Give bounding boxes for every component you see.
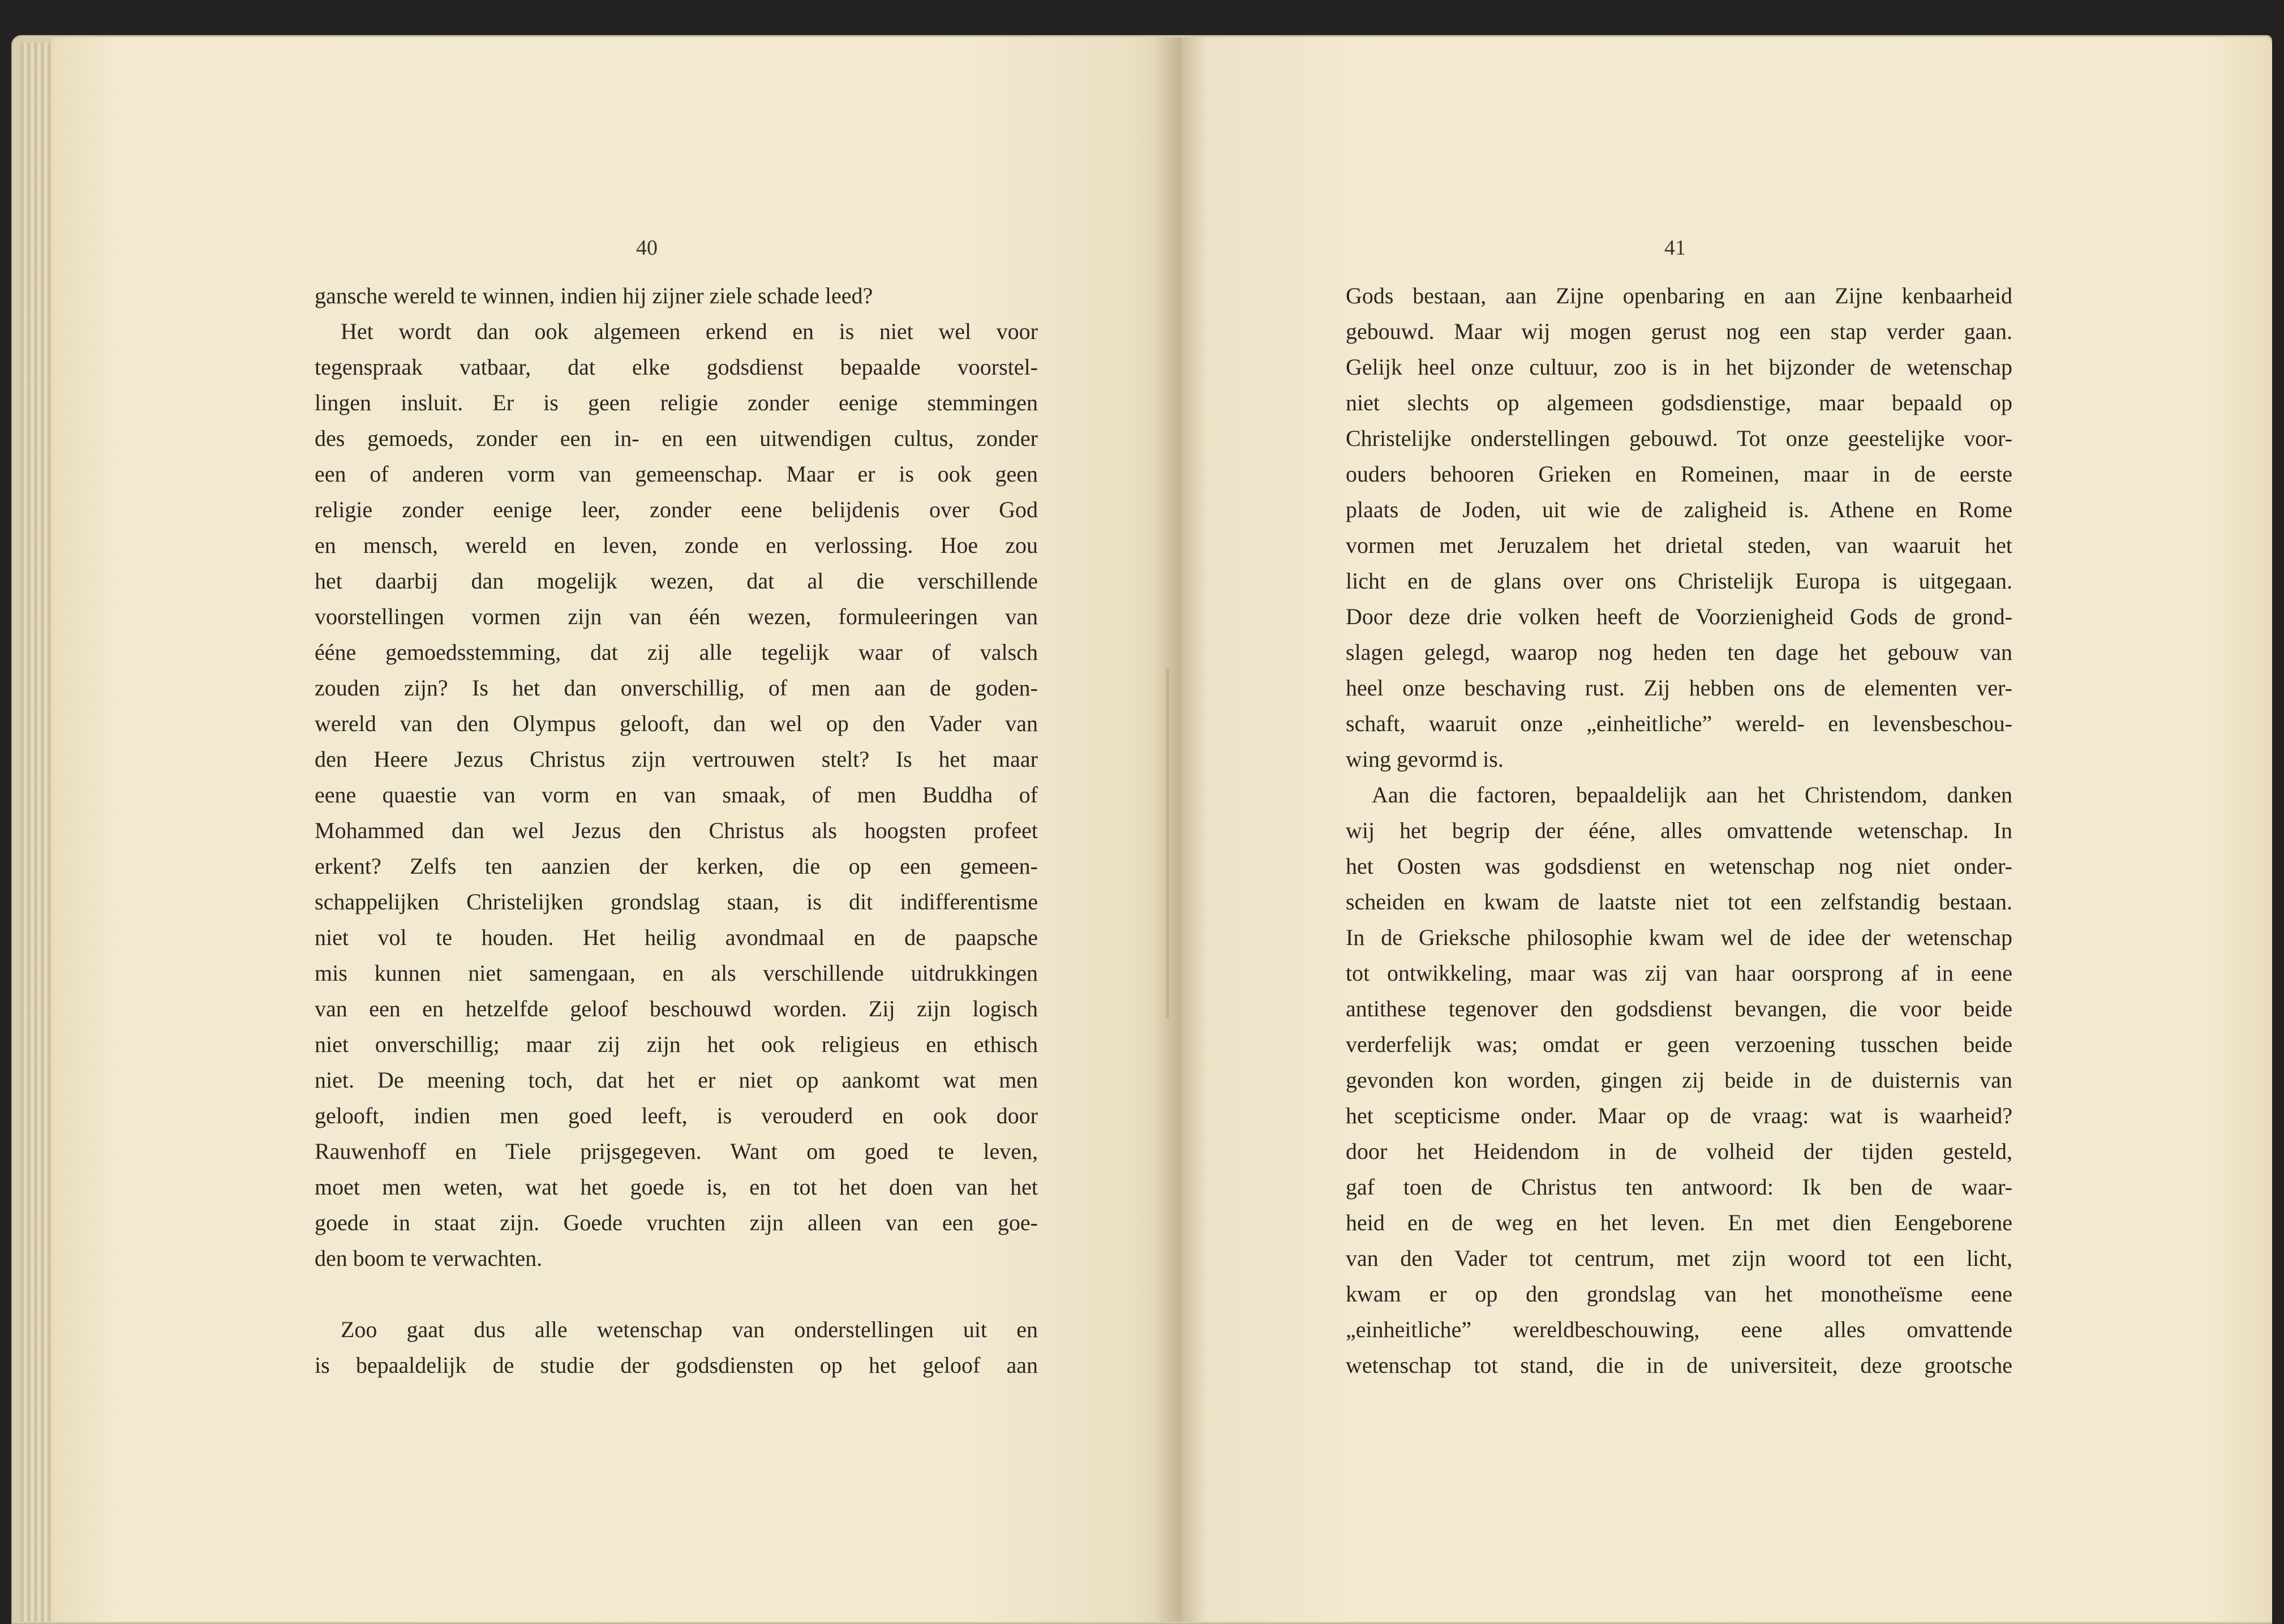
- text-line: Rauwenhoff en Tiele prijsgegeven. Want om goed te leven,: [315, 1138, 1038, 1164]
- left-page-number: 40: [636, 236, 658, 260]
- text-line: lingen insluit. Er is geen religie zonder eenige stemmingen: [315, 390, 1038, 415]
- text-line: Het wordt dan ook algemeen erkend en is niet wel voor: [341, 319, 1038, 344]
- text-line: niet slechts op algemeen godsdienstige, maar bepaald op: [1346, 390, 2012, 415]
- text-line: schaft, waaruit onze „einheitliche” wereld- en levensbeschou-: [1346, 711, 2012, 736]
- text-line: Zoo gaat dus alle wetenschap van onderstellingen uit en: [341, 1317, 1038, 1342]
- text-line: heid en de weg en het leven. En met dien Eengeborene: [1346, 1210, 2012, 1235]
- text-line: kwam er op den grondslag van het monotheïsme eene: [1346, 1281, 2012, 1307]
- text-line: gebouwd. Maar wij mogen gerust nog een stap verder gaan.: [1346, 319, 2012, 344]
- text-line: door het Heidendom in de volheid der tijden gesteld,: [1346, 1138, 2012, 1164]
- text-line: slagen gelegd, waarop nog heden ten dage het gebouw van: [1346, 639, 2012, 665]
- text-line: van den Vader tot centrum, met zijn woord tot een licht,: [1346, 1245, 2012, 1271]
- paragraph-gap: [315, 1276, 1038, 1312]
- left-page-text: [315, 278, 1038, 1383]
- text-line: Mohammed dan wel Jezus den Christus als hoogsten profeet: [315, 818, 1038, 843]
- text-line: wing gevormd is.: [1346, 746, 1504, 772]
- text-line: den boom te verwachten.: [315, 1245, 543, 1271]
- text-line: gansche wereld te winnen, indien hij zijner ziele schade leed?: [315, 283, 873, 308]
- text-line: wij het begrip der ééne, alles omvattende wetenschap. In: [1346, 818, 2012, 843]
- text-line: niet. De meening toch, dat het er niet op aankomt wat men: [315, 1067, 1038, 1093]
- right-page-number: 41: [1664, 236, 1686, 260]
- text-line: voorstellingen vormen zijn van één wezen, formuleeringen van: [315, 604, 1038, 629]
- text-line: heel onze beschaving rust. Zij hebben ons de elementen ver-: [1346, 675, 2012, 701]
- text-line: tot ontwikkeling, maar was zij van haar oorsprong af in eene: [1346, 960, 2012, 986]
- text-line: ééne gemoedsstemming, dat zij alle tegelijk waar of valsch: [315, 639, 1038, 665]
- text-line: antithese tegenover den godsdienst bevangen, die voor beide: [1346, 996, 2012, 1021]
- text-line: licht en de glans over ons Christelijk Europa is uitgegaan.: [1346, 568, 2012, 594]
- text-line: scheiden en kwam de laatste niet tot een zelfstandig bestaan.: [1346, 889, 2012, 914]
- text-line: mis kunnen niet samengaan, en als verschillende uitdrukkingen: [315, 960, 1038, 986]
- text-line: en mensch, wereld en leven, zonde en verlossing. Hoe zou: [315, 532, 1038, 558]
- text-line: goede in staat zijn. Goede vruchten zijn alleen van een goe-: [315, 1210, 1038, 1235]
- text-line: ouders behooren Grieken en Romeinen, maar in de eerste: [1346, 461, 2012, 487]
- text-line: Gelijk heel onze cultuur, zoo is in het bijzonder de wetenschap: [1346, 354, 2012, 380]
- text-line: Aan die factoren, bepaaldelijk aan het Christendom, danken: [1372, 782, 2012, 807]
- text-line: vormen met Jeruzalem het drietal steden, van waaruit het: [1346, 532, 2012, 558]
- text-line: des gemoeds, zonder een in- en een uitwendigen cultus, zonder: [315, 426, 1038, 451]
- text-line: het scepticisme onder. Maar op de vraag: wat is waarheid?: [1346, 1103, 2012, 1128]
- text-line: een of anderen vorm van gemeenschap. Maar er is ook geen: [315, 461, 1038, 487]
- fold-crease: [1166, 668, 1169, 1019]
- book-gutter: [1154, 37, 1205, 1622]
- text-line: Door deze drie volken heeft de Voorzienigheid Gods de grond-: [1346, 604, 2012, 629]
- text-line: Gods bestaan, aan Zijne openbaring en aan Zijne kenbaarheid: [1346, 283, 2012, 308]
- text-line: eene quaestie van vorm en van smaak, of men Buddha of: [315, 782, 1038, 807]
- text-line: moet men weten, wat het goede is, en tot het doen van het: [315, 1174, 1038, 1200]
- text-line: niet onverschillig; maar zij zijn het ook religieus en ethisch: [315, 1032, 1038, 1057]
- text-line: den Heere Jezus Christus zijn vertrouwen stelt? Is het maar: [315, 746, 1038, 772]
- text-line: verderfelijk was; omdat er geen verzoening tusschen beide: [1346, 1032, 2012, 1057]
- text-line: plaats de Joden, uit wie de zaligheid is. Athene en Rome: [1346, 497, 2012, 522]
- text-line: het Oosten was godsdienst en wetenschap nog niet onder-: [1346, 853, 2012, 879]
- text-line: gevonden kon worden, gingen zij beide in de duisternis van: [1346, 1067, 2012, 1093]
- text-line: schappelijken Christelijken grondslag staan, is dit indifferentisme: [315, 889, 1038, 914]
- right-page-text: [1346, 278, 2012, 1383]
- text-line: religie zonder eenige leer, zonder eene belijdenis over God: [315, 497, 1038, 522]
- text-line: „einheitliche” wereldbeschouwing, eene alles omvattende: [1346, 1317, 2012, 1342]
- text-line: van een en hetzelfde geloof beschouwd worden. Zij zijn logisch: [315, 996, 1038, 1021]
- text-line: gaf toen de Christus ten antwoord: Ik ben de waar-: [1346, 1174, 2012, 1200]
- left-page: [51, 37, 1177, 1622]
- right-page: [1177, 37, 2272, 1622]
- text-line: het daarbij dan mogelijk wezen, dat al die verschillende: [315, 568, 1038, 594]
- text-line: wereld van den Olympus gelooft, dan wel op den Vader van: [315, 711, 1038, 736]
- text-line: niet vol te houden. Het heilig avondmaal en de paapsche: [315, 925, 1038, 950]
- text-line: In de Grieksche philosophie kwam wel de idee der wetenschap: [1346, 925, 2012, 950]
- text-line: gelooft, indien men goed leeft, is verouderd en ook door: [315, 1103, 1038, 1128]
- text-line: is bepaaldelijk de studie der godsdiensten op het geloof aan: [315, 1352, 1038, 1378]
- text-line: erkent? Zelfs ten aanzien der kerken, die op een gemeen-: [315, 853, 1038, 879]
- text-line: tegenspraak vatbaar, dat elke godsdienst bepaalde voorstel-: [315, 354, 1038, 380]
- text-line: wetenschap tot stand, die in de universiteit, deze grootsche: [1346, 1352, 2012, 1378]
- text-line: Christelijke onderstellingen gebouwd. Tot onze geestelijke voor-: [1346, 426, 2012, 451]
- text-line: zouden zijn? Is het dan onverschillig, of men aan de goden-: [315, 675, 1038, 701]
